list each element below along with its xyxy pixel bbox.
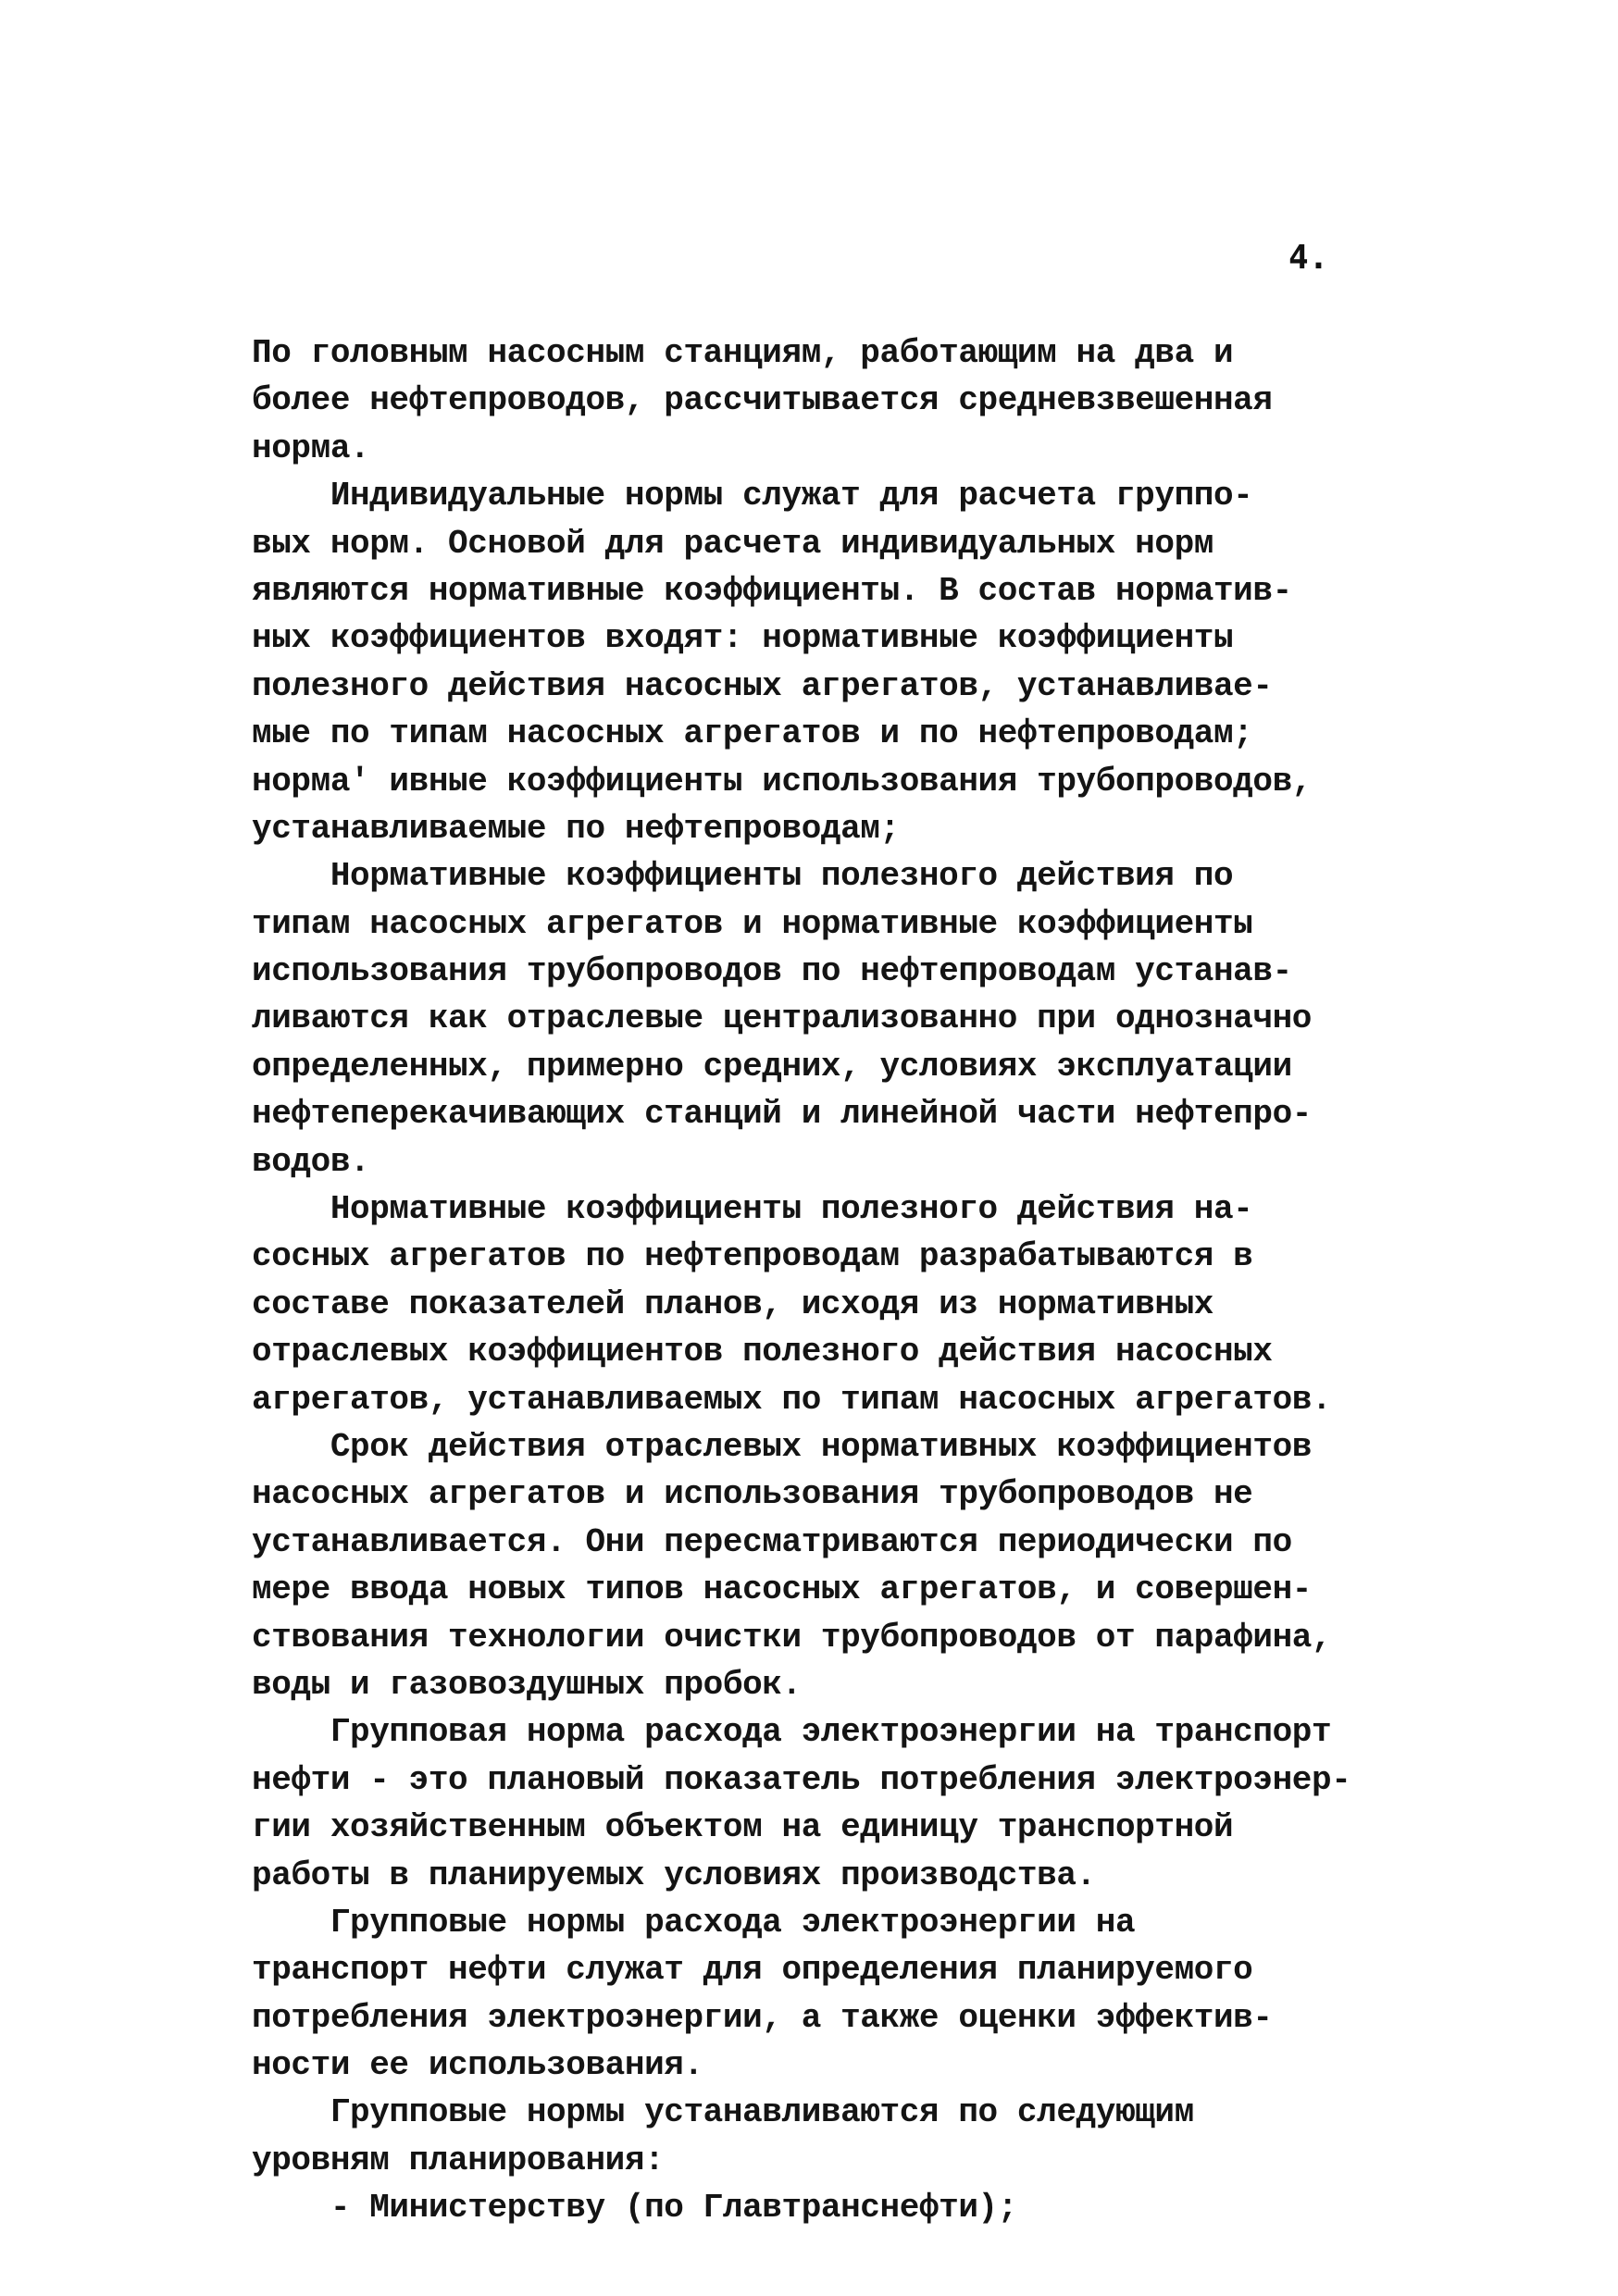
- text-line: являются нормативные коэффициенты. В состав норматив-: [252, 571, 1292, 610]
- text-line: - Министерству (по Главтранснефти);: [252, 2189, 1017, 2228]
- text-line: более нефтепроводов, рассчитывается средневзвешенная: [252, 381, 1273, 420]
- text-line: потребления электроэнергии, а также оценки эффектив-: [252, 1998, 1273, 2037]
- text-line: работы в планируемых условиях производства.: [252, 1855, 1096, 1894]
- text-line: определенных, примерно средних, условиях эксплуатации: [252, 1047, 1292, 1086]
- text-line: норма.: [252, 428, 370, 467]
- text-line: устанавливаемые по нефтепроводам;: [252, 809, 900, 848]
- text-line: Индивидуальные нормы служат для расчета группо-: [252, 477, 1253, 515]
- text-line: транспорт нефти служат для определения планируемого: [252, 1951, 1253, 1990]
- text-line: Нормативные коэффициенты полезного действия по: [252, 857, 1234, 896]
- text-line: ствования технологии очистки трубопроводов от парафина,: [252, 1618, 1332, 1657]
- body-text: [252, 329, 1351, 2232]
- text-line: использования трубопроводов по нефтепроводам устанав-: [252, 952, 1292, 991]
- text-line: нефтеперекачивающих станций и линейной части нефтепро-: [252, 1095, 1312, 1134]
- text-line: ности ее использования.: [252, 2046, 703, 2085]
- page-number: 4.: [1288, 239, 1329, 277]
- text-line: норма' ивные коэффициенты использования трубопроводов,: [252, 762, 1312, 800]
- text-line: воды и газовоздушных пробок.: [252, 1665, 802, 1704]
- text-line: Нормативные коэффициенты полезного действия на-: [252, 1190, 1253, 1229]
- text-line: Срок действия отраслевых нормативных коэффициентов: [252, 1427, 1312, 1466]
- text-line: По головным насосным станциям, работающим на два и: [252, 334, 1234, 372]
- text-line: ливаются как отраслевые централизованно при однозначно: [252, 999, 1312, 1038]
- text-line: Групповые нормы устанавливаются по следующим: [252, 2093, 1194, 2132]
- text-line: полезного действия насосных агрегатов, устанавливае-: [252, 666, 1273, 705]
- text-line: типам насосных агрегатов и нормативные коэффициенты: [252, 904, 1253, 943]
- text-line: агрегатов, устанавливаемых по типам насосных агрегатов.: [252, 1380, 1332, 1419]
- text-line: сосных агрегатов по нефтепроводам разрабатываются в: [252, 1237, 1253, 1276]
- text-line: водов.: [252, 1142, 370, 1181]
- text-line: мере ввода новых типов насосных агрегатов, и совершен-: [252, 1570, 1312, 1609]
- text-line: гии хозяйственным объектом на единицу транспортной: [252, 1808, 1234, 1847]
- text-line: нефти - это плановый показатель потребления электроэнер-: [252, 1760, 1351, 1799]
- text-line: составе показателей планов, исходя из нормативных: [252, 1285, 1214, 1323]
- text-line: отраслевых коэффициентов полезного действия насосных: [252, 1333, 1273, 1371]
- text-line: ных коэффициентов входят: нормативные коэффициенты: [252, 619, 1234, 658]
- text-line: устанавливается. Они пересматриваются периодически по: [252, 1522, 1292, 1561]
- text-line: Групповые нормы расхода электроэнергии на: [252, 1903, 1136, 1942]
- text-line: мые по типам насосных агрегатов и по нефтепроводам;: [252, 714, 1253, 753]
- text-line: уровням планирования:: [252, 2141, 665, 2179]
- text-line: вых норм. Основой для расчета индивидуальных норм: [252, 524, 1214, 563]
- text-line: насосных агрегатов и использования трубопроводов не: [252, 1475, 1253, 1514]
- text-line: Групповая норма расхода электроэнергии на транспорт: [252, 1713, 1332, 1752]
